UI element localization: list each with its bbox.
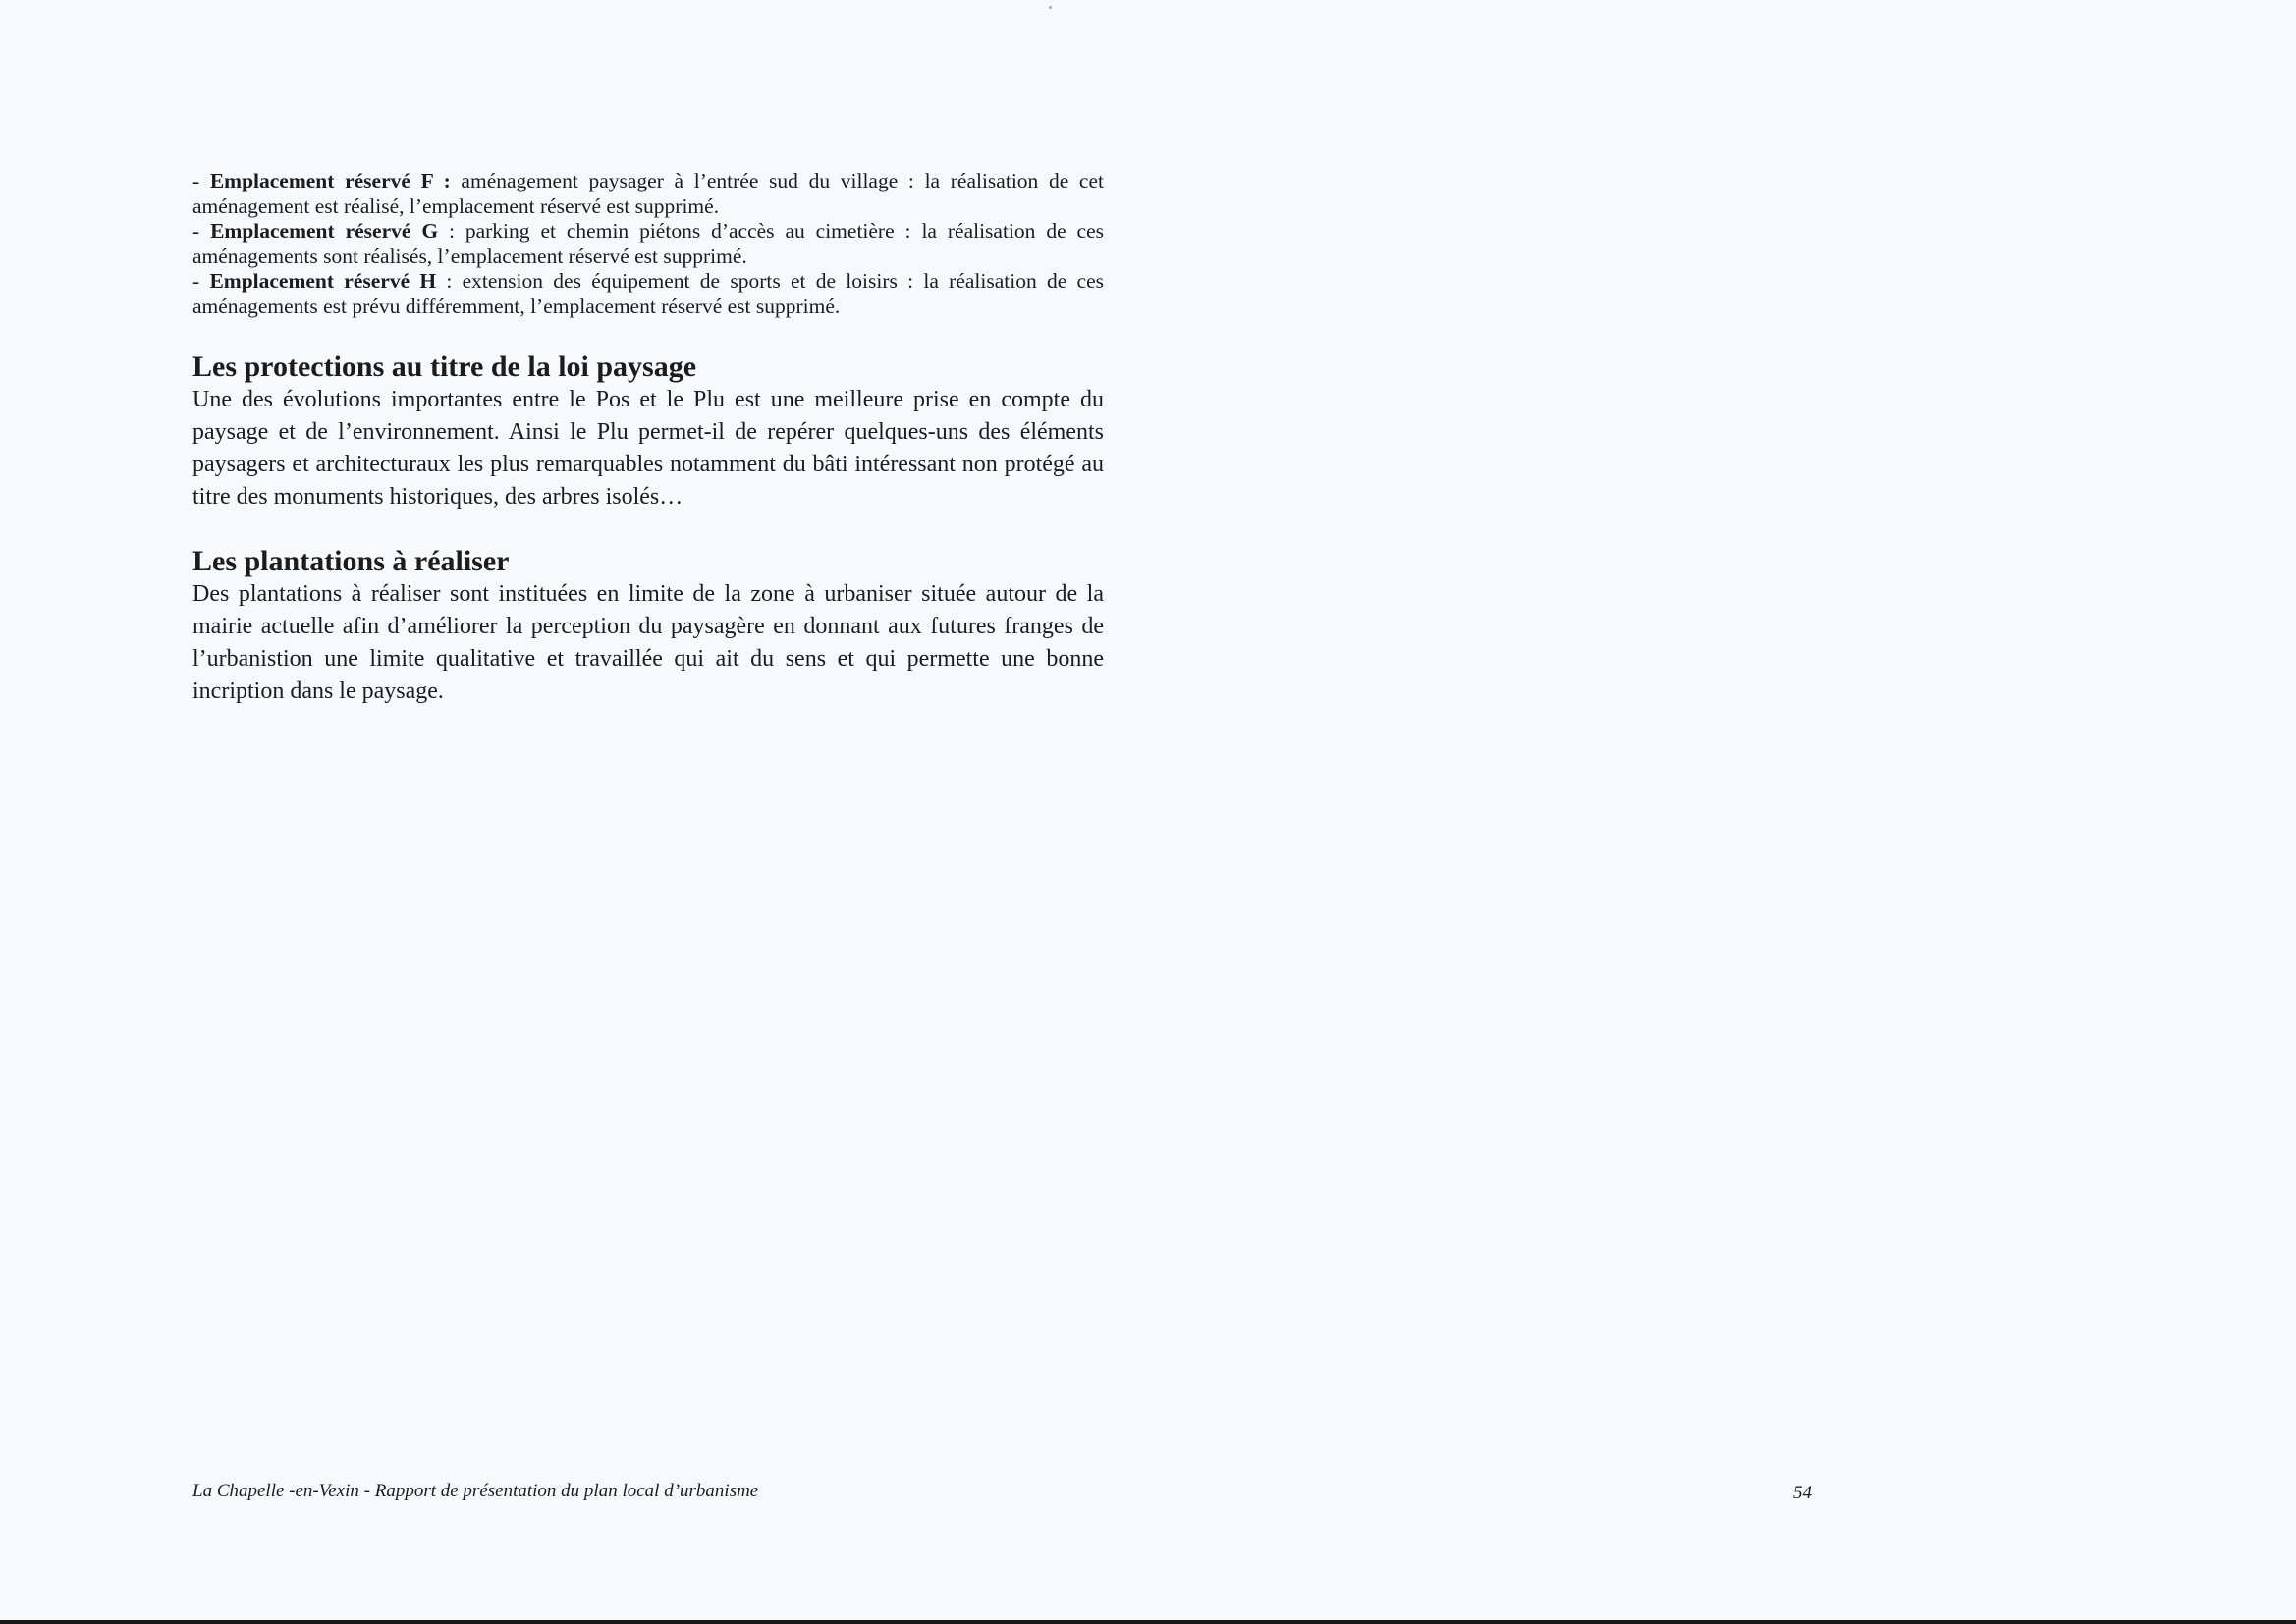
reserved-site-description: aménagement paysager à l’entrée sud du village : la réalisation de cet aménagement est réalisé, l’emplacement réservé est supprimé.	[192, 169, 1104, 218]
reserved-site-label: Emplacement réservé H	[209, 269, 437, 293]
scan-speck	[1049, 6, 1052, 9]
footer-page-number: 54	[1793, 1483, 1812, 1503]
section-heading: Les protections au titre de la loi paysage	[192, 351, 697, 383]
section-paragraph: Des plantations à réaliser sont instituées en limite de la zone à urbaniser située autour de la mairie actuelle afin d’améliorer la perception du paysagère en donnant aux futures franges de l’urbanistion une limite qualitative et travaillée qui ait du sens et qui permette une bonne incription dans le paysage.	[192, 581, 1104, 704]
main-text-column	[192, 169, 1104, 708]
reserved-site-f: - Emplacement réservé F : aménagement paysager à l’entrée sud du village : la réalisation de cet aménagement est réalisé, l’emplacement réservé est supprimé.	[192, 169, 1104, 218]
footer-document-title: La Chapelle -en-Vexin - Rapport de présentation du plan local d’urbanisme	[192, 1481, 759, 1501]
reserved-site-g: - Emplacement réservé G : parking et chemin piétons d’accès au cimetière : la réalisation de ces aménagements sont réalisés, l’emplacement réservé est supprimé.	[192, 219, 1104, 268]
section-paragraph: Une des évolutions importantes entre le Pos et le Plu est une meilleure prise en compte du paysage et de l’environnement. Ainsi le Plu permet-il de repérer quelques-uns des éléments paysagers et architecturaux les plus remarquables notamment du bâti intéressant non protégé au titre des monuments historiques, des arbres isolés…	[192, 387, 1104, 510]
reserved-site-label: Emplacement réservé G	[210, 219, 439, 243]
section-plantations	[192, 545, 1104, 708]
reserved-site-label: Emplacement réservé F	[209, 169, 433, 192]
section-heading: Les plantations à réaliser	[192, 545, 510, 577]
section-landscape-protections	[192, 351, 1104, 514]
reserved-site-description: extension des équipement de sports et de loisirs : la réalisation de ces aménagements est prévu différemment, l’emplacement réservé est supprimé.	[192, 269, 1104, 318]
reserved-site-description: parking et chemin piétons d’accès au cimetière : la réalisation de ces aménagements sont réalisés, l’emplacement réservé est supprimé.	[192, 219, 1104, 268]
reserved-site-h: - Emplacement réservé H : extension des équipement de sports et de loisirs : la réalisation de ces aménagements est prévu différemment, l’emplacement réservé est supprimé.	[192, 269, 1104, 318]
reserved-sites-list	[192, 169, 1104, 319]
scan-bottom-edge	[0, 1620, 2296, 1624]
